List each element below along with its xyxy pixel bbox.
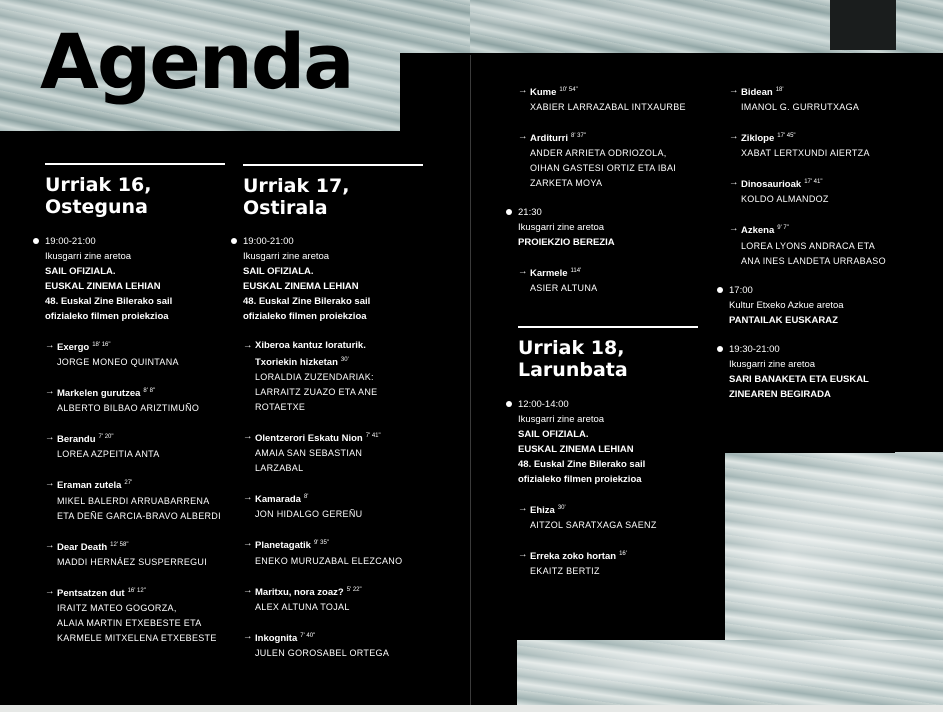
- film-title: Pentsatzen dut: [57, 587, 125, 599]
- film-entry: [518, 501, 718, 533]
- column-day18: [518, 397, 718, 579]
- film-entry: [729, 129, 894, 161]
- film-entry: [518, 264, 718, 296]
- bullet-icon: [506, 401, 512, 407]
- film-title: Exergo: [57, 342, 90, 354]
- film-director: MIKEL BALERDI ARRUABARRENA: [57, 495, 210, 506]
- film-director: ROTAETXE: [255, 402, 306, 413]
- slot-place: Ikusgarri zine aretoa: [729, 358, 816, 370]
- film-duration: 12' 58": [110, 541, 129, 548]
- film-entry: [518, 129, 718, 191]
- film-duration: 18' 16": [92, 342, 111, 348]
- film-duration: 30': [340, 357, 349, 363]
- arrow-right-icon: →: [45, 432, 55, 444]
- film-director: EKAITZ BERTIZ: [530, 566, 600, 577]
- slot-line: 48. Euskal Zine Bilerako sail: [243, 296, 371, 307]
- slot-place: Ikusgarri zine aretoa: [518, 414, 605, 425]
- film-duration: 18': [775, 87, 784, 93]
- slot-time: 12:00-14:00: [518, 399, 569, 410]
- film-duration: 17' 41": [804, 179, 823, 186]
- film-duration: 9' 7": [777, 225, 789, 232]
- film-title: Kume: [530, 87, 557, 99]
- film-duration: 5' 22": [346, 586, 362, 593]
- film-title: Planetagatik: [255, 540, 311, 552]
- film-entry: [45, 430, 240, 462]
- page-spine: [470, 55, 471, 705]
- film-entry: [45, 538, 240, 570]
- page-title: Agenda: [40, 17, 353, 106]
- film-director: KOLDO ALMANDOZ: [741, 194, 829, 205]
- bullet-icon: [717, 287, 723, 293]
- slot-line: SAIL OFIZIALA.: [243, 266, 314, 277]
- arrow-right-icon: →: [243, 584, 253, 596]
- film-title: Eraman zutela: [57, 480, 122, 492]
- slot-line: SAIL OFIZIALA.: [45, 266, 116, 277]
- screening-slot: [518, 205, 718, 250]
- slot-line: ofizialeko filmen proiekzioa: [518, 474, 642, 485]
- arrow-right-icon: →: [243, 538, 253, 550]
- panel-title-black-ext: [400, 53, 470, 133]
- film-duration: 17' 45": [777, 133, 796, 140]
- slot-place: Ikusgarri zine aretoa: [518, 222, 605, 234]
- arrow-right-icon: →: [243, 340, 253, 351]
- arrow-right-icon: →: [243, 630, 253, 642]
- slot-time: 19:30-21:00: [729, 343, 780, 355]
- film-entry: [45, 476, 240, 523]
- film-title: Dear Death: [57, 541, 108, 553]
- arrow-right-icon: →: [45, 585, 55, 597]
- film-duration: 7' 41": [365, 433, 381, 440]
- slot-line: EUSKAL ZINEMA LEHIAN: [243, 281, 359, 292]
- film-director: KARMELE MITXELENA ETXEBESTE: [57, 632, 217, 643]
- column-day17: [243, 234, 458, 661]
- film-title: Arditurri: [530, 133, 568, 145]
- slot-line: ofizialeko filmen proiekzioa: [243, 311, 367, 322]
- slot-time: 17:00: [729, 284, 753, 296]
- film-director: ALEX ALTUNA TOJAL: [255, 601, 350, 612]
- day-heading-16: [45, 163, 225, 218]
- film-title: Xiberoa kantuz loraturik.: [255, 340, 366, 351]
- film-duration: 30': [557, 505, 566, 511]
- slot-time: 19:00-21:00: [243, 236, 294, 247]
- film-director: XABIER LARRAZABAL INTXAURBE: [530, 102, 686, 113]
- film-title: Dinosaurioak: [741, 179, 802, 191]
- slot-line: EUSKAL ZINEMA LEHIAN: [45, 281, 161, 292]
- film-title: Erreka zoko hortan: [530, 551, 617, 563]
- film-duration: 10' 54": [559, 87, 578, 93]
- slot-place: Ikusgarri zine aretoa: [243, 251, 330, 262]
- arrow-right-icon: →: [518, 503, 528, 514]
- film-title: Maritxu, nora zoaz?: [255, 586, 344, 598]
- film-director: ENEKO MURUZABAL ELEZCANO: [255, 555, 403, 566]
- film-entry: [729, 83, 894, 115]
- slot-time: 19:00-21:00: [45, 236, 96, 247]
- film-title: Karmele: [530, 268, 568, 280]
- heading-rule: [518, 326, 698, 328]
- slot-place: Ikusgarri zine aretoa: [45, 251, 132, 262]
- film-entry: [243, 429, 458, 476]
- arrow-right-icon: →: [518, 85, 528, 96]
- film-title: Inkognita: [255, 632, 298, 644]
- arrow-right-icon: →: [518, 549, 528, 561]
- film-duration: 16': [619, 551, 627, 558]
- bullet-icon: [717, 346, 723, 352]
- arrow-right-icon: →: [729, 177, 739, 189]
- film-entry: [243, 536, 458, 568]
- day-heading-18: [518, 326, 698, 381]
- film-title: Azkena: [741, 225, 775, 237]
- panel-right-black-bottom: [470, 638, 517, 705]
- arrow-right-icon: →: [729, 223, 739, 235]
- slot-line: EUSKAL ZINEMA LEHIAN: [518, 444, 634, 455]
- slot-line: PROIEKZIO BEREZIA: [518, 237, 615, 249]
- film-title: Olentzerori Eskatu Nion: [255, 433, 363, 445]
- film-duration: 16' 12": [127, 587, 146, 594]
- film-duration: 7' 40": [300, 632, 316, 639]
- film-duration: 9' 35": [313, 540, 329, 547]
- film-entry: [729, 175, 894, 207]
- film-duration: 27': [124, 480, 133, 487]
- slot-line: SARI BANAKETA ETA EUSKAL: [729, 373, 869, 385]
- film-title: Markelen gurutzea: [57, 388, 141, 400]
- film-title: Kamarada: [255, 494, 301, 506]
- film-director: AITZOL SARATXAGA SAENZ: [530, 520, 657, 531]
- screening-slot: [729, 283, 894, 328]
- film-title: Ehiza: [530, 505, 555, 517]
- film-director: JON HIDALGO GEREÑU: [255, 509, 363, 520]
- screening-slot: [729, 342, 894, 402]
- arrow-right-icon: →: [243, 492, 253, 504]
- film-director: ASIER ALTUNA: [530, 283, 598, 294]
- arrow-right-icon: →: [518, 131, 528, 143]
- bottom-strip: [0, 705, 943, 712]
- film-director: ALAIA MARTIN ETXEBESTE ETA: [57, 617, 202, 628]
- film-entry: [45, 384, 240, 416]
- film-director: IMANOL G. GURRUTXAGA: [741, 102, 860, 113]
- arrow-right-icon: →: [518, 266, 528, 278]
- film-director: ZARKETA MOYA: [530, 178, 603, 189]
- slot-time: 21:30: [518, 207, 542, 219]
- bullet-icon: [231, 238, 237, 244]
- film-title: Berandu: [57, 434, 96, 446]
- slot-line: 48. Euskal Zine Bilerako sail: [518, 459, 646, 470]
- film-director: JULEN GOROSABEL ORTEGA: [255, 647, 390, 658]
- screening-slot: [243, 234, 458, 324]
- day-heading-text: Urriak 17, Ostirala: [243, 175, 350, 219]
- film-director: IRAITZ MATEO GOGORZA,: [57, 602, 177, 613]
- film-director: XABAT LERTXUNDI AIERTZA: [741, 148, 870, 159]
- film-entry: [518, 547, 718, 579]
- arrow-right-icon: →: [729, 131, 739, 143]
- film-duration: 8' 37": [571, 133, 586, 140]
- film-director: LARZABAL: [255, 463, 304, 474]
- film-entry: [45, 338, 240, 370]
- arrow-right-icon: →: [45, 386, 55, 398]
- film-entry: [729, 221, 894, 268]
- film-title: Ziklope: [741, 133, 775, 145]
- slot-line: 48. Euskal Zine Bilerako sail: [45, 296, 173, 307]
- film-title: Bidean: [741, 87, 773, 99]
- film-director: AMAIA SAN SEBASTIAN: [255, 448, 363, 459]
- column-day18-continued: [729, 75, 894, 402]
- film-director: LOREA LYONS ANDRACA ETA: [741, 240, 876, 251]
- arrow-right-icon: →: [45, 340, 55, 351]
- heading-rule: [243, 164, 423, 166]
- column-day17-continued: [518, 75, 718, 296]
- column-day16: [45, 234, 240, 646]
- day-heading-17: [243, 164, 423, 219]
- film-director: ANDER ARRIETA ODRIOZOLA,: [530, 148, 667, 159]
- film-director: ANA INES LANDETA URRABASO: [741, 255, 886, 266]
- film-entry: [243, 338, 458, 415]
- slot-line: PANTAILAK EUSKARAZ: [729, 314, 838, 326]
- film-director: LARRAITZ ZUAZO ETA ANE: [255, 387, 378, 398]
- film-director: MADDI HERNÁEZ SUSPERREGUI: [57, 556, 208, 567]
- film-entry: [45, 584, 240, 646]
- day-heading-text: Urriak 18, Larunbata: [518, 337, 628, 381]
- film-duration: 8': [303, 494, 309, 501]
- bullet-icon: [33, 238, 39, 244]
- slot-line: ZINEAREN BEGIRADA: [729, 388, 831, 400]
- film-director: ETA DEÑE GARCIA-BRAVO ALBERDI: [57, 510, 221, 521]
- film-director: JORGE MONEO QUINTANA: [57, 357, 179, 368]
- slot-line: SAIL OFIZIALA.: [518, 429, 589, 440]
- top-right-dark-corner: [830, 0, 896, 50]
- film-director: LORALDIA ZUZENDARIAK:: [255, 372, 374, 383]
- film-title-cont: Txoriekin hizketan: [255, 357, 338, 369]
- film-entry: [243, 490, 458, 522]
- film-director: LOREA AZPEITIA ANTA: [57, 449, 160, 460]
- slot-place: Kultur Etxeko Azkue aretoa: [729, 299, 844, 311]
- sea-photo-bottom: [517, 640, 943, 712]
- arrow-right-icon: →: [243, 431, 253, 443]
- slot-line: ofizialeko filmen proiekzioa: [45, 311, 169, 322]
- screening-slot: [518, 397, 718, 487]
- film-duration: 8' 8": [143, 388, 156, 395]
- day-heading-text: Urriak 16, Osteguna: [45, 174, 152, 218]
- screening-slot: [45, 234, 240, 324]
- arrow-right-icon: →: [45, 478, 55, 490]
- film-director: ALBERTO BILBAO ARIZTIMUÑO: [57, 403, 200, 414]
- arrow-right-icon: →: [45, 539, 55, 551]
- film-duration: 7' 20": [98, 434, 114, 441]
- film-director: OIHAN GASTESI ORTIZ ETA IBAI: [530, 163, 677, 174]
- heading-rule: [45, 163, 225, 165]
- film-duration: 114': [570, 268, 582, 275]
- film-entry: [243, 583, 458, 615]
- film-entry: [243, 629, 458, 661]
- arrow-right-icon: →: [729, 85, 739, 96]
- film-entry: [518, 83, 718, 115]
